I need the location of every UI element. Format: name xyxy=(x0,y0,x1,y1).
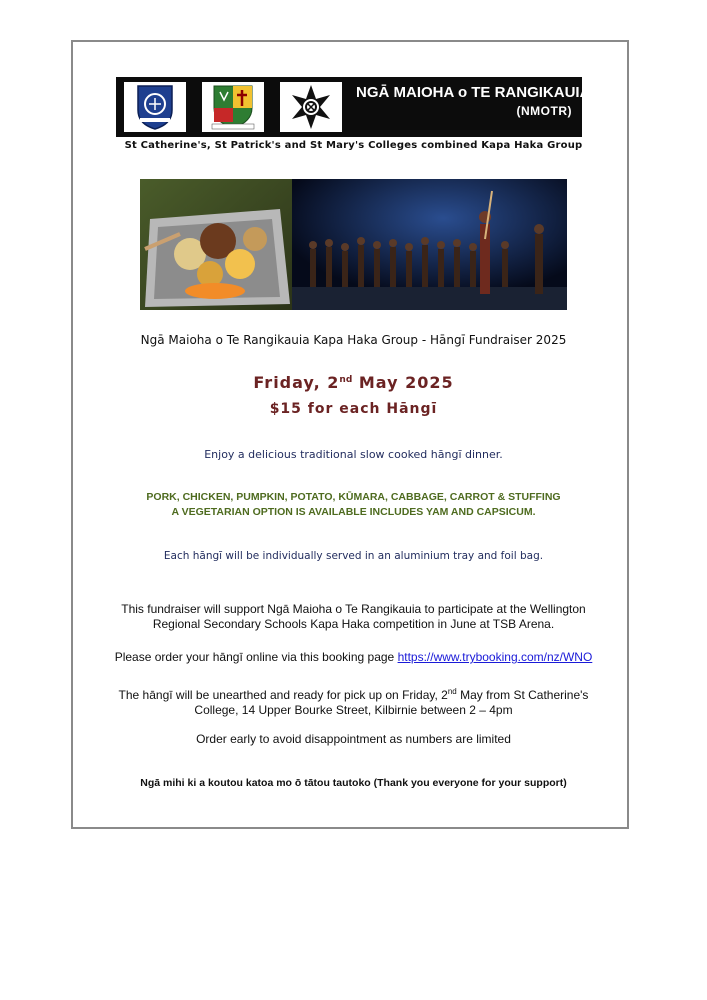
event-day-suffix: nd xyxy=(339,375,353,385)
group-name: NGĀ MAIOHA o TE RANGIKAUIA xyxy=(356,84,591,101)
price-per-hangi: $15 for each Hāngī xyxy=(269,401,438,417)
event-date xyxy=(0,373,707,392)
hangi-and-performance-photo xyxy=(140,179,567,310)
header-banner xyxy=(116,77,591,137)
pickup-text-end: May from St Catherine's xyxy=(456,688,589,702)
st-patricks-crest-icon xyxy=(202,82,264,132)
event-day: Friday, 2 xyxy=(253,373,340,392)
group-abbreviation: (NMOTR) xyxy=(516,104,572,118)
kapa-haka-star-logo-icon xyxy=(280,82,342,132)
enjoy-description: Enjoy a delicious traditional slow cooked hāngī dinner. xyxy=(204,448,503,461)
menu-contents xyxy=(0,490,707,520)
pickup-line-2: College, 14 Upper Bourke Street, Kilbirnie between 2 – 4pm xyxy=(194,703,513,717)
st-catherines-crest-icon xyxy=(124,82,186,132)
pickup-paragraph xyxy=(80,684,627,718)
event-month-year: May 2025 xyxy=(352,373,454,392)
pickup-line-1 xyxy=(80,684,627,703)
order-text: Please order your hāngī online via this booking page xyxy=(114,650,398,664)
support-line-1: This fundraiser will support Ngā Maioha o Te Rangikauia to participate at the Wellington xyxy=(121,602,586,616)
fundraiser-heading: Ngā Maioha o Te Rangikauia Kapa Haka Group - Hāngī Fundraiser 2025 xyxy=(140,333,567,347)
pickup-day-suffix: nd xyxy=(447,687,457,696)
support-paragraph xyxy=(80,602,627,632)
menu-line-2: A VEGETARIAN OPTION IS AVAILABLE INCLUDES YAM AND CAPSICUM. xyxy=(171,506,536,518)
order-paragraph xyxy=(80,650,627,665)
order-early-note: Order early to avoid disappointment as numbers are limited xyxy=(196,732,511,746)
serving-note: Each hāngī will be individually served in an aluminium tray and foil bag. xyxy=(163,550,544,562)
support-line-2: Regional Secondary Schools Kapa Haka competition in June at TSB Arena. xyxy=(152,617,555,631)
thank-you-note: Ngā mihi ki a koutou katoa mo ō tātou tautoko (Thank you everyone for your support) xyxy=(140,777,567,789)
menu-line-1: PORK, CHICKEN, PUMPKIN, POTATO, KŪMARA, CABBAGE, CARROT & STUFFING xyxy=(146,491,561,503)
booking-link[interactable]: https://www.trybooking.com/nz/WNO xyxy=(397,650,593,664)
pickup-text-start: The hāngī will be unearthed and ready for pick up on Friday, 2 xyxy=(118,688,448,702)
colleges-subtitle: St Catherine's, St Patrick's and St Mary's Colleges combined Kapa Haka Group xyxy=(124,140,583,151)
